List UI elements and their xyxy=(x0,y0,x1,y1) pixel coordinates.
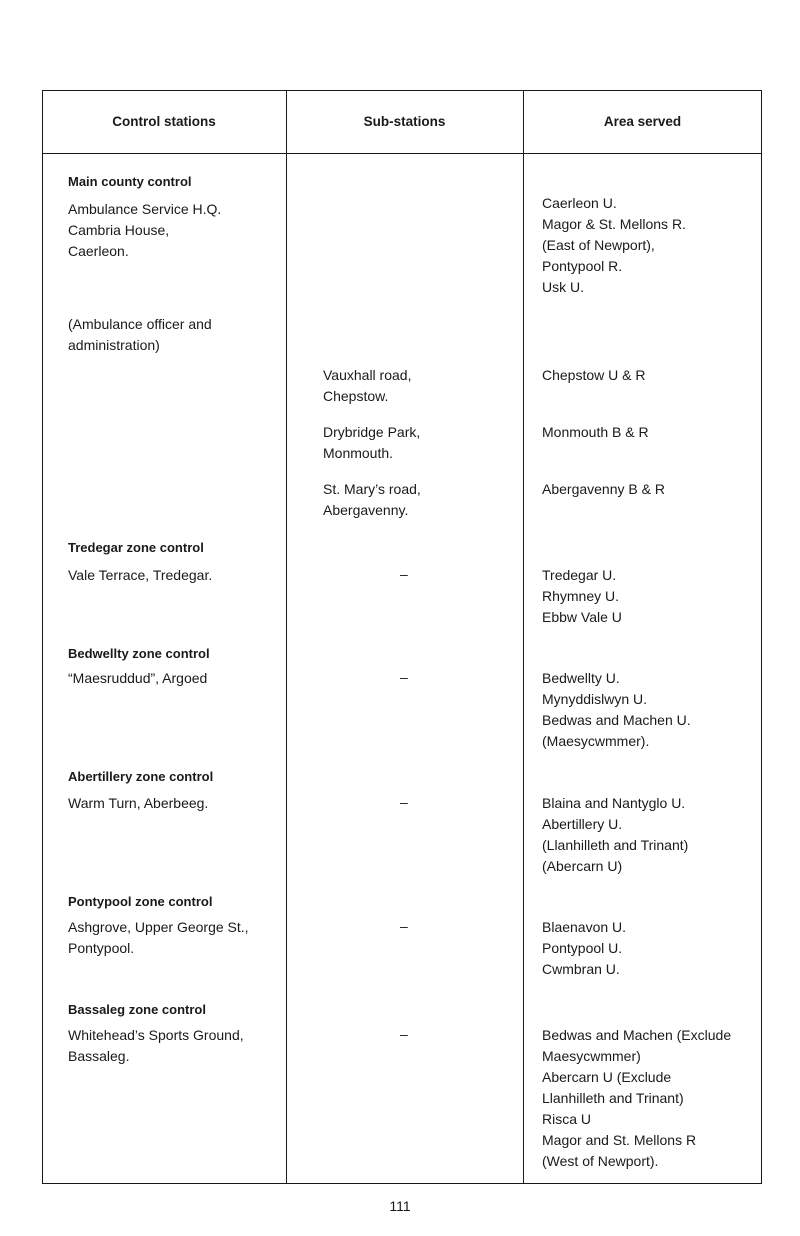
zone-substation-dash: – xyxy=(400,794,408,810)
zone-address-line: Whitehead’s Sports Ground, xyxy=(68,1027,244,1043)
zone-area-line: Maesycwmmer) xyxy=(542,1048,641,1064)
zone-address-line: Bassaleg. xyxy=(68,1048,130,1064)
zone-area-line: Cwmbran U. xyxy=(542,961,620,977)
column-divider-2 xyxy=(523,90,524,1184)
header-control-stations: Control stations xyxy=(112,114,216,129)
header-divider xyxy=(42,153,762,154)
main-address-line: Ambulance Service H.Q. xyxy=(68,201,222,217)
substation-line: Vauxhall road, xyxy=(323,367,412,383)
zone-area-line: Bedwellty U. xyxy=(542,670,620,686)
zone-area-line: Ebbw Vale U xyxy=(542,609,622,625)
zone-area-line: (Maesycwmmer). xyxy=(542,733,650,749)
zone-area-line: Llanhilleth and Trinant) xyxy=(542,1090,684,1106)
main-area-line: Magor & St. Mellons R. xyxy=(542,216,686,232)
zone-substation-dash: – xyxy=(400,566,408,582)
header-area-served: Area served xyxy=(603,114,682,129)
zone-address-line: “Maesruddud”, Argoed xyxy=(68,670,208,686)
zone-address-line: Ashgrove, Upper George St., xyxy=(68,919,249,935)
column-divider-1 xyxy=(286,90,287,1184)
main-area-line: Usk U. xyxy=(542,279,584,295)
zone-area-line: Abercarn U (Exclude xyxy=(542,1069,672,1085)
zone-area-line: Rhymney U. xyxy=(542,588,620,604)
main-address-line: Cambria House, xyxy=(68,222,170,238)
substation-line: Chepstow. xyxy=(323,388,389,404)
zone-area-line: Blaenavon U. xyxy=(542,919,627,935)
zone-area-line: Pontypool U. xyxy=(542,940,623,956)
zone-title: Bassaleg zone control xyxy=(68,1002,206,1017)
zone-area-line: (West of Newport). xyxy=(542,1153,659,1169)
zone-address-line: Pontypool. xyxy=(68,940,135,956)
zone-area-line: Magor and St. Mellons R xyxy=(542,1132,697,1148)
main-note-line: administration) xyxy=(68,337,160,353)
zone-address-line: Vale Terrace, Tredegar. xyxy=(68,567,213,583)
page-number: 111 xyxy=(389,1198,411,1214)
zone-area-line: Mynyddislwyn U. xyxy=(542,691,648,707)
substation-line: Monmouth. xyxy=(323,445,394,461)
substation-area: Chepstow U & R xyxy=(542,367,646,383)
zone-title: Bedwellty zone control xyxy=(68,646,210,661)
zone-area-line: Bedwas and Machen (Exclude xyxy=(542,1027,732,1043)
main-address-line: Caerleon. xyxy=(68,243,129,259)
zone-title: Tredegar zone control xyxy=(68,540,204,555)
substation-line: St. Mary’s road, xyxy=(323,481,421,497)
substation-area: Monmouth B & R xyxy=(542,424,649,440)
substation-area: Abergavenny B & R xyxy=(542,481,665,497)
main-note-line: (Ambulance officer and xyxy=(68,316,212,332)
zone-substation-dash: – xyxy=(400,669,408,685)
zone-title: Abertillery zone control xyxy=(68,769,214,784)
header-sub-stations: Sub-stations xyxy=(363,114,446,129)
zone-area-line: Bedwas and Machen U. xyxy=(542,712,691,728)
main-area-line: (East of Newport), xyxy=(542,237,655,253)
zone-area-line: (Abercarn U) xyxy=(542,858,623,874)
main-area-line: Pontypool R. xyxy=(542,258,623,274)
zone-substation-dash: – xyxy=(400,1026,408,1042)
zone-area-line: Blaina and Nantyglo U. xyxy=(542,795,686,811)
zone-area-line: Abertillery U. xyxy=(542,816,623,832)
main-county-title: Main county control xyxy=(68,174,192,189)
substation-line: Drybridge Park, xyxy=(323,424,421,440)
zone-address-line: Warm Turn, Aberbeeg. xyxy=(68,795,209,811)
zone-area-line: Tredegar U. xyxy=(542,567,617,583)
zone-title: Pontypool zone control xyxy=(68,894,213,909)
zone-area-line: Risca U xyxy=(542,1111,592,1127)
main-area-line: Caerleon U. xyxy=(542,195,617,211)
substation-line: Abergavenny. xyxy=(323,502,409,518)
zone-area-line: (Llanhilleth and Trinant) xyxy=(542,837,689,853)
zone-substation-dash: – xyxy=(400,918,408,934)
